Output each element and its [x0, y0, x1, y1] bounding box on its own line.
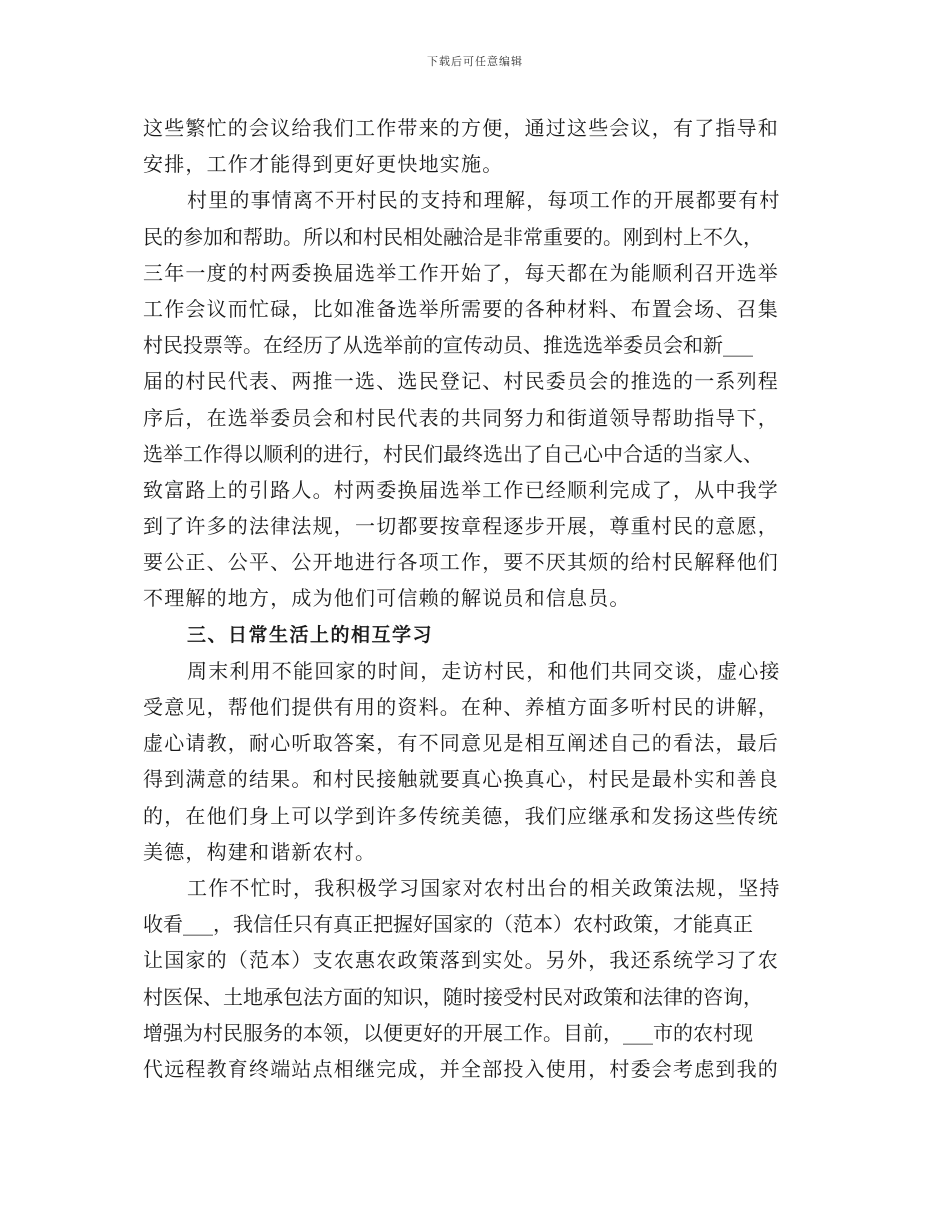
paragraph-line: 美德，构建和谐新农村。	[143, 839, 377, 864]
paragraph-line: 序后，在选举委员会和村民代表的共同努力和街道领导帮助指导下，	[143, 405, 779, 430]
document-body	[143, 110, 823, 1087]
paragraph-line: 工作会议而忙碌，比如准备选举所需要的各种材料、布置会场、召集	[143, 296, 779, 321]
page-header: 下载后可任意编辑	[427, 55, 523, 68]
paragraph-line: 工作不忙时，我积极学习国家对农村出台的相关政策法规，坚持	[187, 875, 781, 900]
paragraph-line: 村民投票等。在经历了从选举前的宣传动员、推选选举委员会和新___	[143, 333, 753, 358]
paragraph-line: 安排，工作才能得到更好更快地实施。	[143, 152, 504, 177]
paragraph-line: 不理解的地方，成为他们可信赖的解说员和信息员。	[143, 586, 631, 611]
paragraph-line: 致富路上的引路人。村两委换届选举工作已经顺利完成了，从中我学	[143, 477, 779, 502]
paragraph-line: 选举工作得以顺利的进行，村民们最终选出了自己心中合适的当家人、	[143, 441, 763, 466]
paragraph-line: 周末利用不能回家的时间，走访村民，和他们共同交谈，虚心接	[187, 658, 781, 683]
paragraph-line: 让国家的（范本）支农惠农政策落到实处。另外，我还系统学习了农	[143, 948, 779, 973]
paragraph-line: 到了许多的法律法规，一切都要按章程逐步开展，尊重村民的意愿，	[143, 514, 779, 539]
paragraph-line: 的，在他们身上可以学到许多传统美德，我们应继承和发扬这些传统	[143, 803, 779, 828]
section-heading: 三、日常生活上的相互学习	[187, 623, 434, 646]
paragraph-line: 受意见，帮他们提供有用的资料。在种、养植方面多听村民的讲解，	[143, 695, 779, 719]
paragraph-line: 届的村民代表、两推一选、选民登记、村民委员会的推选的一系列程	[143, 369, 779, 394]
paragraph-line: 村里的事情离不开村民的支持和理解，每项工作的开展都要有村	[187, 188, 781, 213]
paragraph-line: 虚心请教，耐心听取答案，有不同意见是相互阐述自己的看法，最后	[143, 731, 779, 756]
paragraph-line: 得到满意的结果。和村民接触就要真心换真心，村民是最朴实和善良	[143, 767, 779, 792]
paragraph-line: 要公正、公平、公开地进行各项工作，要不厌其烦的给村民解释他们	[143, 550, 779, 575]
paragraph-line: 代远程教育终端站点相继完成，并全部投入使用，村委会考虑到我的	[143, 1056, 779, 1081]
paragraph-line: 这些繁忙的会议给我们工作带来的方便，通过这些会议，有了指导和	[143, 116, 779, 140]
paragraph-line: 增强为村民服务的本领，以便更好的开展工作。目前，___市的农村现	[143, 1020, 753, 1045]
paragraph-line: 三年一度的村两委换届选举工作开始了，每天都在为能顺利召开选举	[143, 260, 779, 285]
paragraph-line: 民的参加和帮助。所以和村民相处融洽是非常重要的。刚到村上不久，	[143, 224, 763, 249]
paragraph-line: 收看___，我信任只有真正把握好国家的（范本）农村政策，才能真正	[143, 912, 753, 937]
paragraph-line: 村医保、土地承包法方面的知识，随时接受村民对政策和法律的咨询，	[143, 984, 763, 1009]
